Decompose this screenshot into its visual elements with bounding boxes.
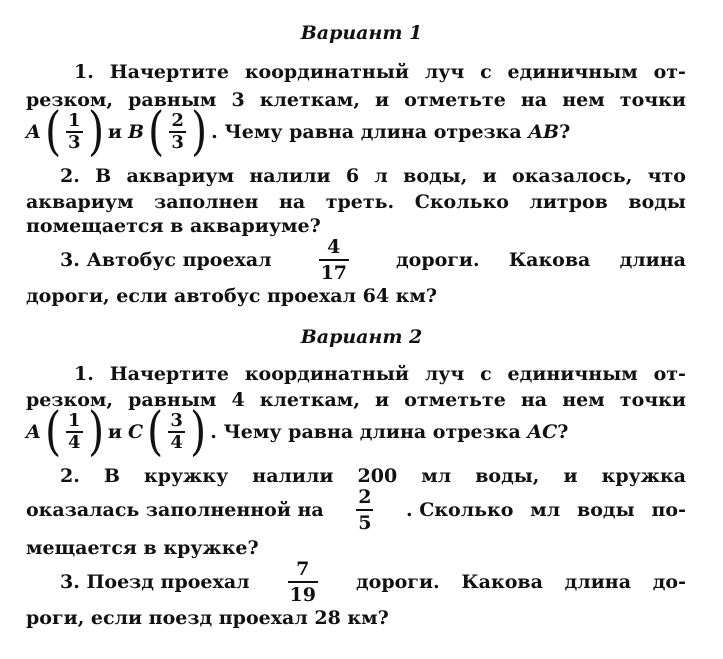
v1-segment-label: AB xyxy=(528,121,560,143)
word: л xyxy=(374,165,388,187)
fraction-numerator: 1 xyxy=(68,110,81,131)
word: луч xyxy=(424,61,465,83)
fraction-denominator: 5 xyxy=(358,512,372,534)
word: 1. xyxy=(74,363,94,385)
fraction-denominator: 3 xyxy=(68,132,81,153)
word: Какова xyxy=(508,249,591,271)
word: нем xyxy=(562,389,605,411)
word: воды, xyxy=(403,165,468,187)
variant2-title: Вариант 2 xyxy=(300,326,423,348)
v1-point-b-coord xyxy=(146,102,209,162)
fraction-denominator: 3 xyxy=(171,132,184,153)
fraction-denominator: 17 xyxy=(320,262,348,284)
word: и xyxy=(482,165,497,187)
v2-point-a-fraction xyxy=(66,411,83,453)
v2-task1-line3 xyxy=(26,402,686,462)
word: точки xyxy=(619,389,686,411)
v2-point-a-coord xyxy=(43,402,106,462)
word: налили xyxy=(249,165,331,187)
right-paren: ) xyxy=(189,402,207,462)
v1-task3-line2: дороги, если автобус проехал 64 км? xyxy=(26,285,438,307)
word: длина xyxy=(564,571,632,593)
right-paren: ) xyxy=(190,102,208,162)
v1-point-a-fraction xyxy=(66,111,83,153)
word: воды, xyxy=(475,465,540,487)
left-paren: ( xyxy=(44,402,62,462)
v2-task2-before: оказалась заполненной на xyxy=(26,499,324,521)
fraction-numerator: 1 xyxy=(68,410,81,431)
v2-task3-line2: роги, если поезд проехал 28 км? xyxy=(26,607,389,629)
word: на xyxy=(520,89,548,111)
left-paren: ( xyxy=(148,102,165,162)
word: клеткам, xyxy=(259,389,360,411)
word: оказалось, xyxy=(512,165,633,187)
word: В xyxy=(103,465,120,487)
word: мл xyxy=(530,499,561,521)
word: 3 xyxy=(231,89,245,111)
word: В xyxy=(95,165,112,187)
word: от- xyxy=(653,363,686,385)
word: единичным xyxy=(507,61,638,83)
word: отметьте xyxy=(404,389,506,411)
word: по- xyxy=(651,499,686,521)
word: дороги. xyxy=(356,571,440,593)
fraction-denominator: 4 xyxy=(170,432,183,453)
v2-point-c-coord xyxy=(145,402,208,462)
word: координатный xyxy=(244,61,409,83)
left-paren: ( xyxy=(147,402,164,462)
word: мл xyxy=(421,465,452,487)
word: и xyxy=(375,89,390,111)
fraction-numerator: 2 xyxy=(358,486,372,508)
v2-task2-line2 xyxy=(26,486,686,534)
word: на xyxy=(278,191,306,213)
v1-point-b-fraction xyxy=(169,111,186,153)
fraction-numerator: 2 xyxy=(171,110,184,131)
v1-task1-line3 xyxy=(26,102,686,162)
v2-task1-line2 xyxy=(26,386,686,414)
word: что xyxy=(647,165,686,187)
v2-point-c-label: C xyxy=(127,421,144,443)
word: воды xyxy=(577,499,635,521)
word: клеткам, xyxy=(259,89,360,111)
word: до- xyxy=(652,571,686,593)
v1-task1-question: . Чему равна длина отрезка xyxy=(211,121,529,143)
word: Сколько xyxy=(414,191,509,213)
v1-task3-after xyxy=(396,246,686,274)
word: и xyxy=(563,465,578,487)
v2-task3-line1 xyxy=(26,558,686,606)
word: 4 xyxy=(231,389,245,411)
fraction-numerator: 3 xyxy=(170,410,183,431)
word: и xyxy=(375,389,390,411)
word: 6 xyxy=(345,165,360,187)
v2-task1-line1 xyxy=(26,360,686,388)
fraction-numerator: 7 xyxy=(296,558,310,580)
v2-segment-label: AC xyxy=(527,421,558,443)
word: равным xyxy=(128,89,217,111)
word: налили xyxy=(252,465,334,487)
word: на xyxy=(520,389,548,411)
v1-question-mark: ? xyxy=(559,121,571,143)
word: координатный xyxy=(244,363,409,385)
v2-point-a-label: A xyxy=(26,421,41,443)
variant1-title: Вариант 1 xyxy=(300,22,423,44)
word: аквариум xyxy=(126,165,235,187)
word: точки xyxy=(619,89,686,111)
right-paren: ) xyxy=(87,102,104,162)
v1-task1-line2 xyxy=(26,86,686,114)
v2-task2-line3: мещается в кружке? xyxy=(26,537,259,559)
v1-task2-line3: помещается в аквариуме? xyxy=(26,215,321,237)
v1-task1-line1 xyxy=(26,58,686,86)
word: дороги. xyxy=(395,249,480,271)
fraction-denominator: 19 xyxy=(289,584,316,606)
word: Начертите xyxy=(109,61,229,83)
v1-conj: и xyxy=(107,121,122,143)
v1-task3-before: 3. Автобус проехал xyxy=(60,249,272,271)
word: 2. xyxy=(60,465,80,487)
v2-question-mark: ? xyxy=(557,421,569,443)
right-paren: ) xyxy=(87,402,104,462)
word: единичным xyxy=(507,363,638,385)
word: с xyxy=(480,363,492,385)
v1-task3-fraction xyxy=(319,235,349,285)
v2-conj: и xyxy=(107,421,122,443)
word: воды xyxy=(628,191,686,213)
v2-point-c-fraction xyxy=(168,411,185,453)
v2-task3-before: 3. Поезд проехал xyxy=(60,571,250,593)
v2-task2-fraction xyxy=(356,485,373,535)
word: резком, xyxy=(26,89,114,111)
word: литров xyxy=(529,191,608,213)
word: . Сколько xyxy=(405,499,514,521)
word: 1. xyxy=(74,61,94,83)
word: заполнен xyxy=(154,191,259,213)
v1-point-a-coord xyxy=(43,102,106,162)
v1-point-a-label: A xyxy=(26,121,41,143)
fraction-numerator: 4 xyxy=(327,236,341,258)
word: кружку xyxy=(144,465,229,487)
v2-task1-question: . Чему равна длина отрезка xyxy=(210,421,528,443)
word: 2. xyxy=(60,165,80,187)
word: кружка xyxy=(601,465,686,487)
v1-task2-line1 xyxy=(26,162,686,190)
v1-task3-line1 xyxy=(26,236,686,284)
word: отметьте xyxy=(404,89,506,111)
word: с xyxy=(480,61,492,83)
word: резком, xyxy=(26,389,114,411)
left-paren: ( xyxy=(44,102,62,162)
word: Начертите xyxy=(109,363,229,385)
word: от- xyxy=(653,61,686,83)
word: треть. xyxy=(325,191,395,213)
word: 200 xyxy=(357,465,398,487)
v2-task3-fraction xyxy=(288,557,318,607)
v2-task2-after xyxy=(406,496,686,524)
word: Какова xyxy=(461,571,543,593)
word: равным xyxy=(128,389,217,411)
word: луч xyxy=(424,363,465,385)
word: аквариум xyxy=(26,191,134,213)
v2-task3-after xyxy=(356,568,686,596)
word: нем xyxy=(562,89,605,111)
v1-point-b-label: B xyxy=(127,121,145,143)
word: длина xyxy=(619,249,686,271)
fraction-denominator: 4 xyxy=(68,432,81,453)
